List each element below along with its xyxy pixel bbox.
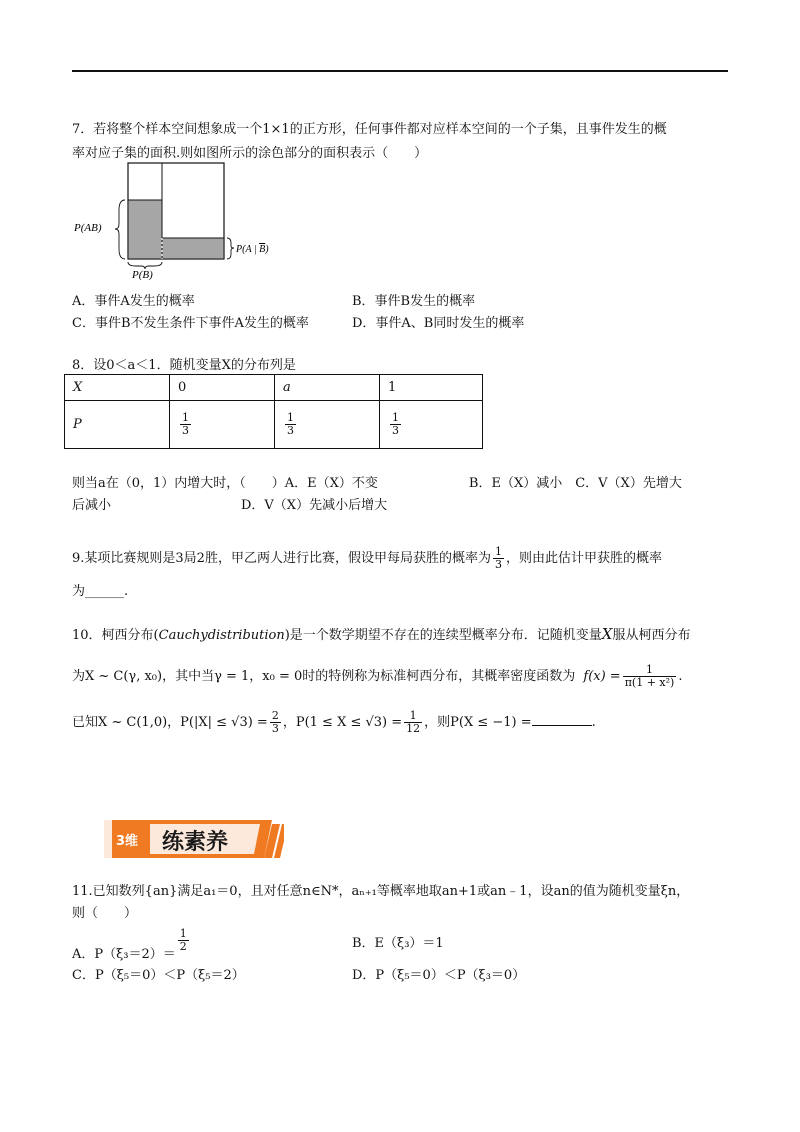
label-pb: P(B) — [132, 269, 153, 281]
cell-p-1: $\frac{1}{3}$ — [380, 401, 483, 449]
q10-density-fraction: $\frac{1}{\text{π(1 + x²)}}$ — [624, 663, 675, 689]
q11-line1: 11.已知数列{an}满足a₁＝0，且对任意n∈N*，aₙ₊₁等概率地取an+1或an﹣1，设an的值为随机变量ξn， — [72, 884, 690, 899]
cell-p-0: $\frac{1}{3}$ — [170, 401, 275, 449]
q10-line2: 为X ~ C(γ, x₀)，其中当γ = 1，x₀ = 0时的特例称为标准柯西分布，其概率密度函数为 f(x) = $\frac{1}{\text{π(1 + x²)}}$ . — [72, 663, 683, 689]
q10-line3: 已知X ~ C(1,0)，P(|X| ≤ √3) = $\frac{2}{3}$ ，P(1 ≤ X ≤ √3) = $\frac{1}{12}$ ，则P(X ≤ −1) = . — [72, 709, 596, 735]
banner-badge: 3维 — [116, 834, 139, 849]
q9-fraction: $\frac{1}{3}$ — [494, 545, 502, 571]
q7-option-a: A．事件A发生的概率 — [72, 294, 195, 309]
cell-p-label: P — [65, 401, 170, 449]
section-banner — [104, 818, 284, 860]
q9-line2: 为______. — [72, 584, 129, 599]
q9-line1: 9.某项比赛规则是3局2胜，甲乙两人进行比赛，假设甲每局获胜的概率为 $\frac{1}{3}$ ，则由此估计甲获胜的概率 — [72, 545, 662, 571]
label-pab: P(AB) — [74, 222, 102, 234]
q10-line1: 10．柯西分布(Cauchydistribution)是一个数学期望不存在的连续型概率分布．记随机变量X服从柯西分布 — [72, 625, 691, 643]
q7-option-c: C．事件B不发生条件下事件A发生的概率 — [72, 316, 309, 331]
q7-line2: 率对应子集的面积.则如图所示的涂色部分的面积表示（ ） — [72, 146, 428, 161]
q7-line1: 7．若将整个样本空间想象成一个1×1的正方形，任何事件都对应样本空间的一个子集，且事件发生的概 — [72, 122, 667, 137]
cell-p-a: $\frac{1}{3}$ — [275, 401, 380, 449]
q11-option-a: A．P（ξ₃＝2）＝ $\frac{1}{2}$ — [72, 927, 187, 962]
cell-x-a: a — [275, 375, 380, 401]
brace-pb — [128, 262, 162, 269]
q11-option-d: D．P（ξ₅＝0）＜P（ξ₃＝0） — [352, 968, 526, 983]
shaded-ab-region — [128, 200, 162, 259]
q8-distribution-table — [64, 374, 483, 449]
brace-pabbar — [227, 238, 234, 259]
table-row-x — [65, 375, 483, 401]
label-pabbar: P(A | B) — [236, 244, 269, 255]
cell-x-label: X — [65, 375, 170, 401]
q11-line2: 则（ ） — [72, 906, 138, 921]
header-rule — [72, 70, 728, 72]
banner-title: 练素养 — [162, 830, 229, 855]
brace-pab — [115, 200, 125, 259]
q7-option-b: B．事件B发生的概率 — [352, 294, 476, 309]
table-row-p — [65, 401, 483, 449]
q7-venn-figure — [70, 158, 290, 282]
q10-answer-blank[interactable] — [532, 725, 592, 726]
q11-option-b: B．E（ξ₃）＝1 — [352, 936, 444, 951]
q8-intro: 8．设0＜a＜1．随机变量X的分布列是 — [72, 358, 296, 373]
q7-option-d: D．事件A、B同时发生的概率 — [352, 316, 525, 331]
banner-left-tab — [104, 820, 112, 858]
q11-option-c: C．P（ξ₅＝0）＜P（ξ₅＝2） — [72, 968, 245, 983]
cell-x-0: 0 — [170, 375, 275, 401]
cell-x-1: 1 — [380, 375, 483, 401]
q8-line1: 则当a在（0，1）内增大时，（ ）A．E（X）不变 B．E（X）减小 C．V（X）先增大 — [72, 476, 682, 491]
q8-line2: 后减小 D．V（X）先减小后增大 — [72, 498, 388, 513]
shaded-a-given-not-b-region — [162, 238, 224, 259]
